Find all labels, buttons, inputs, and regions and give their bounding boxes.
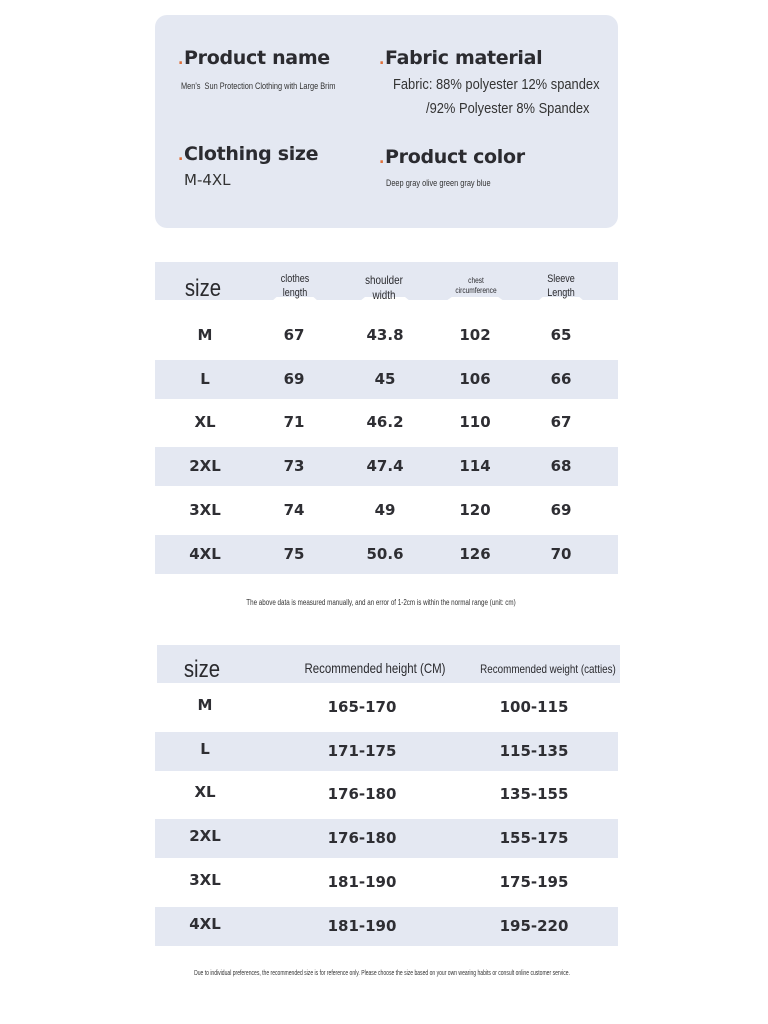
fabric-material-title: .Fabric material [379, 47, 543, 69]
fabric-material-line2: /92% Polyester 8% Spandex [426, 100, 590, 117]
recommended-weight-cell: 115-135 [499, 741, 569, 760]
chest-cell: 106 [459, 369, 491, 388]
rec-size-cell: 2XL [189, 827, 221, 846]
shoulder-width-cell: 50.6 [366, 544, 404, 563]
clothes-length-cell: 69 [283, 369, 305, 388]
clothes-length-cell: 74 [283, 500, 305, 519]
size-cell: 3XL [189, 500, 221, 519]
sleeve-length-cell: 67 [550, 413, 572, 432]
shoulder-width-cell: 43.8 [366, 326, 404, 344]
size-cell: L [200, 369, 210, 388]
recommended-weight-cell: 100-115 [499, 698, 569, 716]
clothing-size-title: .Clothing size [178, 143, 319, 165]
shoulder-width-cell: 49 [374, 500, 396, 519]
recommended-weight-cell: 195-220 [499, 916, 569, 935]
recommended-height-cell: 171-175 [327, 741, 397, 760]
rec-size-cell: 4XL [189, 914, 221, 933]
clothing-size-value: M-4XL [184, 171, 231, 189]
rec-size-cell: 3XL [189, 870, 221, 889]
fabric-material-line1: Fabric: 88% polyester 12% spandex [393, 76, 600, 93]
chest-cell: 102 [459, 326, 491, 344]
recommended-weight-header: Recommended weight (catties) [480, 662, 616, 676]
recommended-weight-cell: 135-155 [499, 785, 569, 804]
clothes-length-cell: 73 [283, 457, 305, 476]
sleeve-length-cell: 69 [550, 500, 572, 519]
sleeve-length-cell: 65 [550, 326, 572, 344]
clothes-length-cell: 67 [283, 326, 305, 344]
recommended-weight-cell: 155-175 [499, 829, 569, 848]
measurement-note: The above data is measured manually, and an error of 1-2cm is within the normal range (unit: cm) [246, 598, 516, 607]
size-cell: XL [194, 413, 216, 432]
sleeve-length-cell: 70 [550, 544, 572, 563]
shoulder-width-cell: 47.4 [366, 457, 404, 476]
recommended-height-cell: 181-190 [327, 916, 397, 935]
rec-size-cell: XL [194, 783, 216, 802]
product-color-value: Deep gray olive green gray blue [386, 178, 491, 188]
recommended-height-header: Recommended height (CM) [304, 660, 446, 676]
product-name-value: Men's Sun Protection Clothing with Large Brim [181, 81, 336, 91]
recommended-height-cell: 176-180 [327, 785, 397, 804]
chest-cell: 110 [459, 413, 491, 432]
clothes-length-cell: 75 [283, 544, 305, 563]
product-name-title: .Product name [178, 47, 330, 69]
product-color-title: .Product color [379, 146, 525, 168]
recommended-weight-cell: 175-195 [499, 872, 569, 891]
shoulder-width-header: shoulder width [365, 273, 403, 302]
recommendation-note: Due to individual preferences, the recommended size is for reference only. Please choose the size based on your own wearing habits or consult online customer service. [194, 970, 570, 977]
sleeve-length-cell: 66 [550, 369, 572, 388]
rec-size-column-header: size [183, 656, 221, 683]
recommended-height-cell: 176-180 [327, 829, 397, 848]
shoulder-width-cell: 46.2 [366, 413, 404, 432]
chest-cell: 120 [459, 500, 491, 519]
shoulder-width-cell: 45 [374, 369, 396, 388]
size-column-header: size [184, 275, 222, 302]
clothes-length-header: clothes length [280, 273, 310, 299]
sleeve-length-cell: 68 [550, 457, 572, 476]
chest-cell: 114 [459, 457, 491, 476]
chest-circumference-header: chest circumference [455, 276, 497, 295]
rec-size-cell: M [197, 696, 213, 714]
recommended-height-cell: 181-190 [327, 872, 397, 891]
clothes-length-cell: 71 [283, 413, 305, 432]
chest-cell: 126 [459, 544, 491, 563]
header-notch [446, 297, 504, 301]
size-cell: 4XL [189, 544, 221, 563]
size-cell: M [197, 326, 213, 344]
rec-size-cell: L [200, 739, 210, 758]
recommended-height-cell: 165-170 [327, 698, 397, 716]
sleeve-length-header: Sleeve Length [547, 273, 575, 299]
size-cell: 2XL [189, 457, 221, 476]
